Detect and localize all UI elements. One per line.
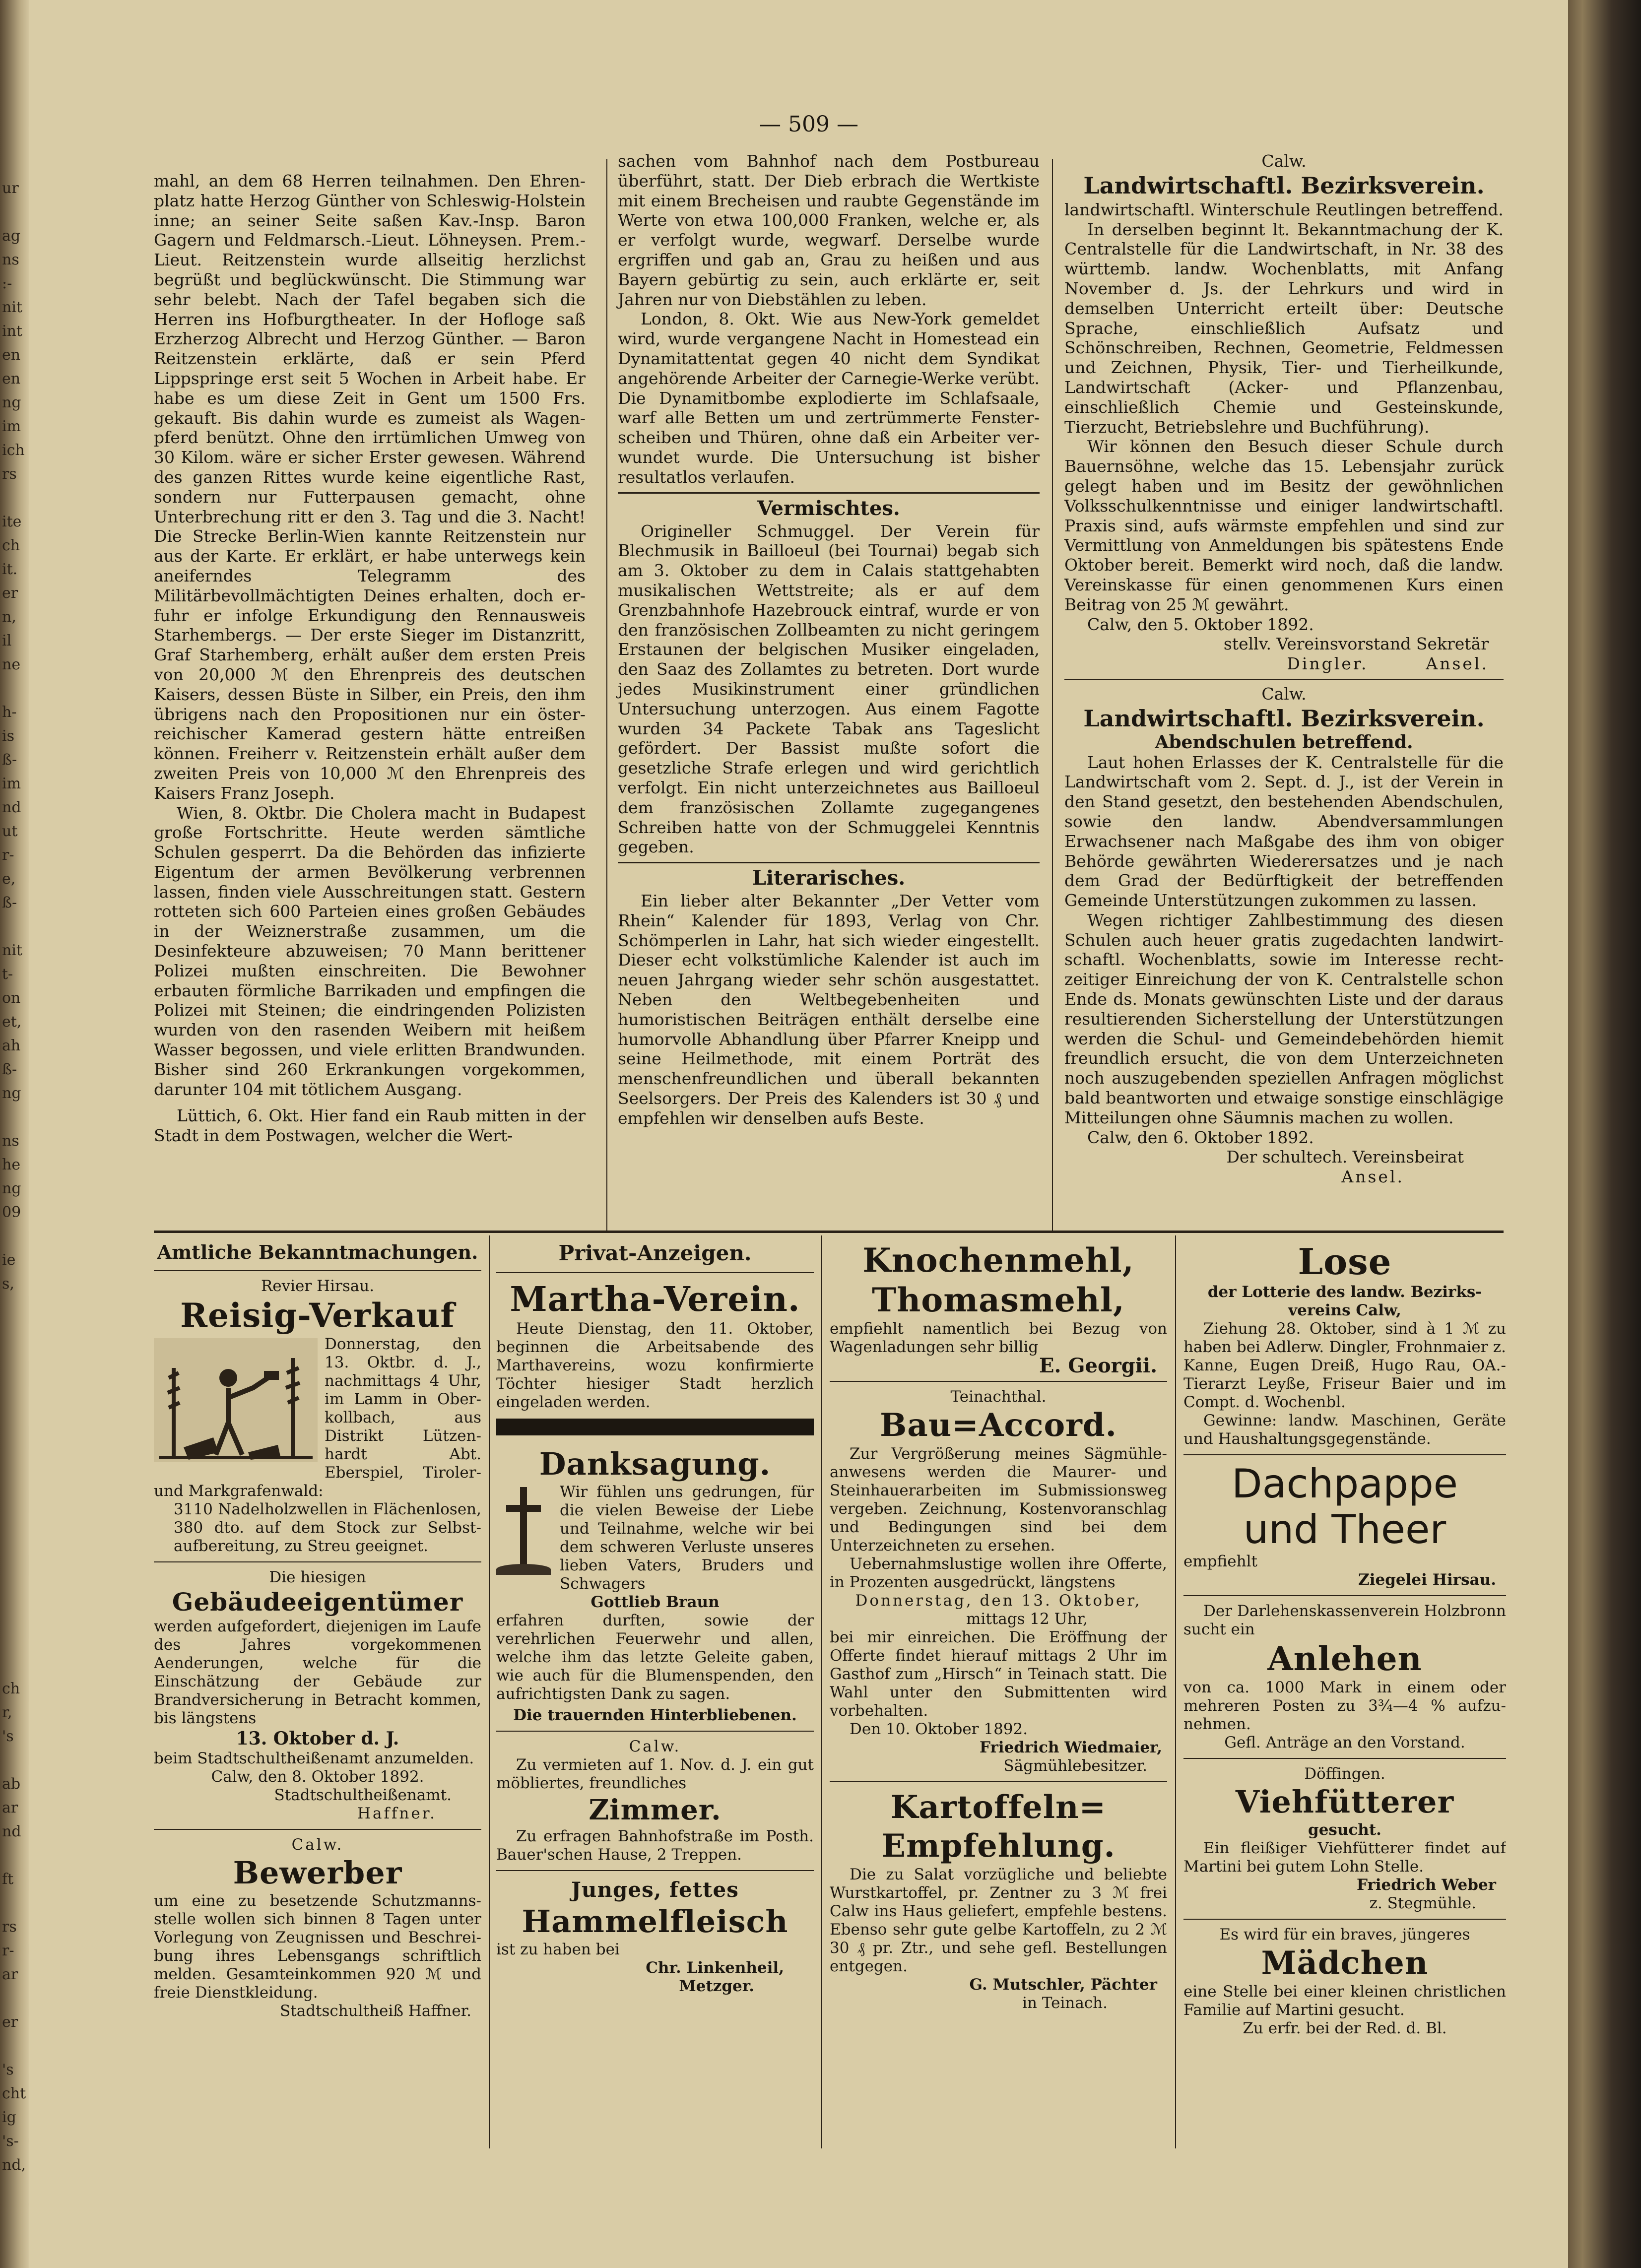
ad-text: um eine zu besetzende Schutzmannsstelle wollen sich binnen 8 Tagen unter Vorlegung von Zeugnissen und Beschreibung ihres Lebensgangs schriftlich melden. Gesamteinkommen 920 ℳ und freie Dienstkleidung. — [154, 1892, 481, 2002]
ad-signature: Friedrich Wiedmaier, — [980, 1739, 1162, 1756]
section-heading-literarisches: Literarisches. — [752, 866, 906, 890]
ad-body — [154, 1335, 481, 1500]
gutter-fragment: ar — [2, 1966, 18, 1983]
gutter-fragment: nit — [2, 942, 22, 959]
ad-signature: Die trauernden Hinterbliebenen. — [513, 1706, 797, 1724]
ad-place: Den 10. Oktober 1892. — [850, 1720, 1028, 1738]
ads-divider — [821, 1235, 822, 2148]
ad-text: eine Stelle bei einer kleinen christlichen Familie auf Martini gesucht. — [1183, 1983, 1506, 2019]
section-heading-vermischtes: Vermischtes. — [757, 496, 900, 520]
ads-column-3 — [830, 1240, 1167, 2148]
rule — [154, 1829, 481, 1830]
rule — [154, 1561, 481, 1562]
ad-signature: G. Mutschler, Pächter — [969, 1976, 1157, 1994]
ad-title-knochenmehl: Knochenmehl, — [862, 1241, 1134, 1280]
notice-heading: Landwirtschaftl. Bezirksverein. — [1083, 172, 1485, 199]
ads-section-heading: Amtliche Bekanntmachungen. — [157, 1241, 478, 1263]
ad-title-bau-accord: Bau=Accord. — [880, 1407, 1117, 1444]
notice-date: Calw, den 5. Oktober 1892. — [1087, 614, 1314, 634]
ad-text: 3110 Nadelholzwellen in Flächenlosen, 380 dto. auf dem Stock zur Selbstaufbereitung, zu Streu geeignet. — [174, 1500, 481, 1555]
gutter-fragment: nd — [2, 799, 21, 816]
ads-column-4 — [1183, 1240, 1506, 2148]
gutter-fragment: ns — [2, 251, 19, 268]
gutter-fragment: he — [2, 1156, 21, 1173]
ad-title-hammel: Junges, fettes — [571, 1878, 739, 1902]
ad-title-reisig: Reisig-Verkauf — [180, 1296, 455, 1335]
gutter-fragment: it. — [2, 561, 18, 578]
ad-text: empfiehlt namentlich bei Bezug von Wagenladungen sehr billig — [830, 1320, 1167, 1356]
rule — [496, 1272, 814, 1273]
gutter-fragment: nd — [2, 1823, 21, 1840]
gutter-fragment: ie — [2, 1251, 16, 1269]
ads-official-column — [154, 1240, 481, 2148]
article-london: London, 8. Okt. Wie aus New-York gemeldet wird, wurde vergangene Nacht in Homestead ein Dynamitattentat gegen 40 nicht dem Syndikat angehörende Arbeiter der Carnegie-Werke verübt. Die Dynamitbombe explodierte im Schlafsaale, warf alle Betten um und zertrümmerte Fensterscheiben und Thüren, ohne daß ein Arbeiter verwundet wurde. Die Untersuchung ist bisher resultatlos verlaufen. — [618, 309, 1040, 487]
notice-text: In derselben beginnt lt. Bekanntmachung der K. Centralstelle für die Landwirtschaft, in Nr. 38 des württemb. landw. Wochenblatts, mit Anfang November d. Js. der Lehrkurs und wird in demselben Unterricht erteilt über: Deutsche Sprache, einschließlich Aufsatz und Schönschreiben, Rechnen, Geometrie, Feldmessen und Zeichnen, Physik, Tier- und Tierheilkunde, Landwirtschaft (Acker- und Pflanzenbau, einschließlich Chemie und Gesteinskunde, Tierzucht, Betriebslehre und Buchführung). — [1064, 219, 1504, 437]
ad-signature: Friedrich Weber — [1356, 1876, 1496, 1894]
ad-text: Zu vermieten auf 1. Nov. d. J. ein gut möbliertes, freundliches — [496, 1756, 814, 1792]
notice-place: Calw. — [1261, 684, 1307, 704]
gutter-fragment: ns — [2, 1132, 19, 1150]
ad-signature: z. Stegmühle. — [1369, 1894, 1476, 1912]
gutter-fragment: ite — [2, 513, 22, 530]
article-luettich-continued: sachen vom Bahnhof nach dem Postbureau überführt, statt. Der Dieb erbrach die Wertkiste mit einem Brecheisen und raubte Gegenstände im Werte von etwa 100,000 Franken, welche er, als er verfolgt wurde, wegwarf. Derselbe wurde ergriffen und gab an, Grau zu heißen und aus Bayern gebürtig zu sein, auch erklärte er, seit Jahren nur von Diebstählen zu leben. — [618, 151, 1040, 309]
gutter-fragment: :- — [2, 275, 12, 292]
column-divider — [1052, 159, 1053, 1231]
notice-signature: stellv. Vereinsvorstand Sekretär — [1223, 634, 1489, 654]
ad-title-danksagung: Danksagung. — [539, 1446, 771, 1482]
gutter-fragment: ß- — [2, 751, 17, 769]
notice-heading: Landwirtschaftl. Bezirksverein. — [1083, 705, 1485, 732]
ad-title-dachpappe: und Theer — [1243, 1506, 1446, 1553]
notice-text: Wegen richtiger Zahlbestimmung des diesen Schulen auch heuer gratis zugedachten landwirtschaftl. Wochenblatts, sowie im Interesse rechtzeitiger Einreichung der von K. Centralstelle schon Ende ds. Monats gewünschten Liste und der daraus resultierenden Sicherstellung der Unterstützungen werden die Schul- und Gemeindebehörden hiemit freundlich ersucht, die von dem Unterzeichneten noch auszugebenden speziellen Anfragen möglichst bald beantworten und etwaige sonstige einschlägige Mitteilungen ohne Säumnis machen zu wollen. — [1064, 910, 1504, 1127]
ads-top-rule — [154, 1231, 1504, 1233]
ad-text: Es wird für ein braves, jüngeres — [1219, 1926, 1470, 1944]
gutter-fragment: im — [2, 418, 21, 435]
gutter-fragment: rs — [2, 465, 17, 483]
notice-subject: Abendschulen betreffend. — [1155, 731, 1413, 753]
ad-title-dachpappe: Dachpappe — [1232, 1461, 1458, 1507]
ads-section-heading: Privat-Anzeigen. — [558, 1241, 752, 1265]
column-1 — [154, 171, 586, 1146]
left-page-gutter — [0, 0, 29, 2268]
gutter-fragment: ut — [2, 823, 18, 840]
ad-text: beim Stadtschultheißenamt anzumelden. — [154, 1750, 474, 1767]
notice-subject: landwirtschaftl. Winterschule Reutlingen betreffend. — [1064, 199, 1504, 219]
ad-text: Zur Vergrößerung meines Sägmühleanwesens werden die Maurer- und Steinhauerarbeiten im Submissionsweg vergeben. Zeichnung, Kostenvoranschlag und Bedingungen sind bei dem Unterzeichneten zu ersehen. — [830, 1445, 1167, 1555]
column-divider — [606, 159, 607, 1231]
ad-text: Uebernahmslustige wollen ihre Offerte, in Prozenten ausgedrückt, längstens — [830, 1555, 1167, 1591]
ad-text: Der Darlehenskassenverein Holzbronn sucht ein — [1183, 1602, 1506, 1638]
gutter-fragment: 's- — [2, 2133, 19, 2150]
notice-signature: Dingler. Ansel. — [1287, 654, 1489, 674]
ad-title-kartoffeln: Kartoffeln= — [890, 1789, 1107, 1826]
ad-signature: Haffner. — [357, 1805, 437, 1822]
article-vetter-vom-rhein: Ein lieber alter Bekannter „Der Vetter vom Rhein“ Kalender für 1893, Verlag von Chr. Schömperlen in Lahr, hat sich wieder eingestellt. Dieser echt volkstümliche Kalender ist auch im neuen Jahrgang wieder sehr schön ausgestattet. Neben den Weltbegebenheiten und humoristischen Beiträgen enthält derselbe eine humorvolle Abhandlung über Pfarrer Kneipp und seine Heilmethode, mit einem Porträt des menschenfreundlichen und überall bekannten Seelsorgers. Der Preis des Kalenders ist 30 ₰ und empfehlen wir denselben aufs Beste. — [618, 891, 1040, 1128]
ad-text: Gewinne: landw. Maschinen, Geräte und Haushaltungsgegenstände. — [1183, 1412, 1506, 1448]
ad-text: Donnerstag, den 13. Oktbr. d. J., nachmittags 4 Uhr, im Lamm in Oberkollbach, aus Distrikt Lützenhardt Abt. Eberspiel, Tiroler- und Markgrafenwald: — [154, 1335, 481, 1500]
section-rule — [618, 492, 1040, 494]
ad-title-lose: Lose — [1298, 1240, 1392, 1283]
ad-place: Revier Hirsau. — [261, 1277, 375, 1295]
ad-subtitle: der Lotterie des landw. Bezirksvereins Calw, — [1207, 1283, 1482, 1319]
ad-date: 13. Oktober d. J. — [236, 1728, 399, 1749]
gutter-fragment: ft — [2, 1871, 14, 1888]
gutter-fragment: ig — [2, 2109, 16, 2126]
gutter-fragment: ich — [2, 442, 25, 459]
gutter-fragment: im — [2, 775, 21, 792]
gutter-fragment: ah — [2, 1037, 21, 1054]
gutter-fragment: nit — [2, 299, 22, 316]
gutter-fragment: ng — [2, 1180, 21, 1197]
ad-text: erfahren durften, sowie der verehrlichen Feuerwehr und allen, welche ihm das letzte Geleite gaben, wie auch für die Blumenspenden, den aufrichtigsten Dank zu sagen. — [496, 1612, 814, 1703]
ad-date: Donnerstag, den 13. Oktober, — [855, 1592, 1142, 1610]
ad-text: Zu erfragen Bahnhofstraße im Posth. Bauer'schen Hause, 2 Treppen. — [496, 1827, 814, 1864]
article-luettich: Lüttich, 6. Okt. Hier fand ein Raub mitten in der Stadt in dem Postwagen, welcher die Wert- — [154, 1106, 586, 1146]
ad-text: Ziehung 28. Oktober, sind à 1 ℳ zu haben bei Adlerw. Dingler, Frohnmaier z. Kanne, Eugen Dreiß, Hugo Rau, OA.-Tierarzt Leyße, Friseur Baier und im Compt. d. Wochenbl. — [1183, 1320, 1506, 1411]
gutter-fragment: n, — [2, 608, 16, 626]
gutter-fragment: ne — [2, 656, 21, 673]
rule — [1183, 1919, 1506, 1920]
gutter-fragment: t- — [2, 966, 13, 983]
gutter-fragment: er — [2, 584, 18, 602]
gutter-fragment: int — [2, 323, 22, 340]
ad-title-anlehen: Anlehen — [1267, 1639, 1422, 1678]
gutter-fragment: h- — [2, 704, 17, 721]
gutter-fragment: 's — [2, 1728, 14, 1745]
ads-divider — [1175, 1235, 1176, 2148]
ads-divider — [489, 1235, 490, 2148]
gutter-fragment: is — [2, 727, 14, 745]
ad-title-viehfuetterer: Viehfütterer — [1235, 1784, 1454, 1820]
section-rule — [1064, 679, 1504, 680]
gutter-fragment: ch — [2, 1680, 20, 1697]
ad-signature: Chr. Linkenheil, — [646, 1959, 784, 1977]
column-2 — [618, 151, 1040, 1128]
woodcutter-illustration — [154, 1338, 318, 1462]
book-edge — [1568, 0, 1641, 2268]
grave-cross-icon — [496, 1487, 551, 1576]
ad-signature: E. Georgii. — [1039, 1354, 1157, 1377]
ads-private-column — [496, 1240, 814, 2148]
ad-signature: Metzger. — [679, 1977, 754, 1995]
ad-title-maedchen: Mädchen — [1261, 1944, 1429, 1982]
gutter-fragment: ar — [2, 1799, 18, 1816]
ad-pretitle: Die hiesigen — [269, 1568, 366, 1586]
ad-text: werden aufgefordert, diejenigen im Laufe des Jahres vorgekommenen Aenderungen, welche für die Einschätzung der Gebäude zur Brandversicherung in Betracht kommen, bis längstens — [154, 1618, 481, 1727]
gutter-fragment: cht — [2, 2085, 26, 2102]
gutter-fragment: ß- — [2, 894, 17, 911]
ad-place: Calw, den 8. Oktober 1892. — [211, 1768, 424, 1786]
ad-signature: in Teinach. — [1022, 1994, 1108, 2012]
gutter-fragment: ag — [2, 227, 21, 245]
article-distanzritt: mahl, an dem 68 Herren teilnahmen. Den Ehrenplatz hatte Herzog Günther von Schleswig-Holstein inne; an seiner Seite saßen Kav.-Insp. Baron Gagern und Feldmarsch.-Lieut. Löhneysen. Prem.-Lieut. Reitzenstein wurde allseitig herzlichst begrüßt und beglückwünscht. Die Stimmung war sehr belebt. Nach der Tafel begaben sich die Herren ins Hofburgtheater. In der Hofloge saß Erzherzog Albrecht und Herzog Günther. — Baron Reitzenstein erklärte, daß er sein Pferd Lippspringe erst seit 5 Wochen in Arbeit habe. Er habe es um diese Zeit in Gent um 1500 Frs. gekauft. Bis dahin wurde es zumeist als Wagenpferd benützt. Ohne den irrtümlichen Umweg von 30 Kilom. wäre er sicher Erster gewesen. Während des ganzen Rittes wurde keine eigentliche Rast, sondern nur Futterpausen gemacht, ohne Unterbrechung ritt er den 3. Tag und die 3. Nacht! Die Strecke Berlin-Wien kannte Reitzenstein nur aus der Karte. Er erklärt, er habe unterwegs kein aneiferndes Telegramm des Militärbevollmächtigten Deines erhalten, doch erfuhr er infolge Erkundigung den Rennausweis Starhembergs. — Der erste Sieger im Distanzritt, Graf Starhemberg, erhält außer dem ersten Preis von 20,000 ℳ den Ehrenpreis des deutschen Kaisers, dessen Büste in Silber, ein Preis, den ihm übrigens nach den Propositionen nur ein österreichischer Kamerad gestern hätte entreißen können. Freiherr v. Reitzenstein erhält außer dem zweiten Preis von 10,000 ℳ den Ehrenpreis des Kaisers Franz Joseph. — [154, 171, 586, 803]
gutter-fragment: en — [2, 370, 21, 388]
rule — [830, 1381, 1167, 1382]
ad-place: Calw. — [629, 1738, 681, 1755]
ad-signature: Stadtschultheiß Haffner. — [280, 2002, 471, 2020]
notice-signature: Ansel. — [1341, 1167, 1404, 1187]
rule — [1183, 1454, 1506, 1455]
ad-text: bei mir einreichen. Die Eröffnung der Offerte findet hierauf mittags 2 Uhr im Gasthof zum „Hirsch“ in Teinach statt. Die Wahl unter den Submittenten wird vorbehalten. — [830, 1628, 1167, 1720]
gutter-fragment: r- — [2, 846, 14, 864]
gutter-fragment: 's — [2, 2061, 14, 2078]
notice-place: Calw. — [1261, 151, 1307, 171]
ad-text: Gefl. Anträge an den Vorstand. — [1224, 1734, 1465, 1751]
ad-signature: Stadtschultheißenamt. — [274, 1786, 452, 1804]
ad-title-kartoffeln: Empfehlung. — [881, 1827, 1116, 1865]
gutter-fragment: et, — [2, 1013, 22, 1031]
rule — [1183, 1595, 1506, 1596]
notice-date: Calw, den 6. Oktober 1892. — [1087, 1127, 1314, 1147]
article-wien-cholera: Wien, 8. Oktbr. Die Cholera macht in Budapest große Fortschritte. Heute werden sämtliche Schulen gesperrt. Da die Behörden das infizierte Eigentum der armen Bevölkerung verbrennen lassen, finden viele Ausschreitungen statt. Gestern rotteten sich 600 Parteien eines großen Gebäudes in der Weiznerstraße zusammen, um die Desinfekteure abzuweisen; 70 Mann berittener Polizei mußten einschreiten. Die Bewohner erbauten förmliche Barrikaden und empfingen die Polizei mit Steinen; die eindringenden Polizisten wurden von den rasenden Weibern mit heißem Wasser begossen, und viele erlitten Brandwunden. Bisher sind 260 Erkrankungen vorgekommen, darunter 104 mit tötlichem Ausgang. — [154, 803, 586, 1099]
ad-text: Heute Dienstag, den 11. Oktober, beginnen die Arbeitsabende des Marthavereins, wozu konfirmierte Töchter hiesiger Stadt herzlich eingeladen werden. — [496, 1320, 814, 1411]
ad-text: Die zu Salat vorzügliche und beliebte Wurstkartoffel, pr. Zentner zu 3 ℳ frei Calw ins Haus geliefert, empfehle bestens. Ebenso sehr gute gelbe Kartoffeln, zu 2 ℳ 30 ₰ pr. Ztr., und sehe gefl. Bestellungen entgegen. — [830, 1866, 1167, 1975]
section-rule — [618, 862, 1040, 863]
gutter-fragment: r- — [2, 1942, 14, 1959]
page-number: — 509 — — [759, 112, 858, 137]
rule — [496, 1731, 814, 1732]
rule — [1183, 1758, 1506, 1759]
ad-title-zimmer: Zimmer. — [589, 1794, 722, 1826]
ad-text: von ca. 1000 Mark in einem oder mehreren Posten zu 3¾—4 % aufzunehmen. — [1183, 1679, 1506, 1733]
gutter-fragment: rs — [2, 1918, 17, 1936]
notice-text: Laut hohen Erlasses der K. Centralstelle für die Landwirtschaft vom 2. Sept. d. J., ist der Verein in den Stand gesetzt, den bestehenden Abendschulen, sowie den landw. Abendversammlungen Erwachsener nach Maßgabe des ihm von obiger Behörde gewährten Wiederersatzes und je nach dem Grad der Bedürftigkeit der betreffenden Gemeinde Unterstützungen zukommen zu lassen. — [1064, 752, 1504, 910]
gutter-fragment: ng — [2, 1085, 21, 1102]
ad-title-martha: Martha-Verein. — [510, 1280, 800, 1319]
notice-text: Wir können den Besuch dieser Schule durch Bauernsöhne, welche das 15. Lebensjahr zurück gelegt haben und im Besitz der gewöhnlichen Volksschulkenntnisse und einiger landwirtschaftl. Praxis sind, aufs wärmste empfehlen und sind zur Vermittlung von Anmeldungen bis spätestens Ende Oktober bereit. Bemerkt wird noch, daß die landw. Vereinskasse für einen genommenen Kurs einen Beitrag von 25 ℳ gewährt. — [1064, 437, 1504, 614]
column-3 — [1064, 151, 1504, 1187]
ad-text: Zu erfr. bei der Red. d. Bl. — [1243, 2019, 1447, 2037]
gutter-fragment: 09 — [2, 1204, 21, 1221]
article-schmuggel: Origineller Schmuggel. Der Verein für Blechmusik in Bailloeul (bei Tournai) begab sich am 3. Oktober zu dem in Calais stattgehabten musikalischen Wettstreite; als er auf dem Grenzbahnhofe Hazebrouck eintraf, wurde er von den französischen Zollbeamten zu nicht geringem Erstaunen der belgischen Musiker eingeladen, den Saaz des Zollamtes zu betreten. Dort wurde jedes Musikinstrument einer gründlichen Untersuchung unterzogen. Aus einem Fagotte wurden 34 Packete Tabak ans Tageslicht gefördert. Der Bassist mußte sofort die gesetzliche Strafe erlegen und wird gerichtlich verfolgt. Ein nicht unterzeichnetes aus Bailloeul dem französischen Zollamte zugegangenes Schreiben hatte von der Schmuggelei Kenntnis gegeben. — [618, 521, 1040, 857]
gutter-fragment: e, — [2, 870, 16, 888]
ad-title-gebaeude: Gebäudeeigentümer — [172, 1587, 463, 1617]
gutter-fragment: s, — [2, 1275, 14, 1293]
ad-title-bewerber: Bewerber — [233, 1855, 402, 1891]
ad-subtitle: gesucht. — [1308, 1821, 1381, 1839]
rule — [830, 1781, 1167, 1782]
ad-text: ist zu haben bei — [496, 1941, 620, 1958]
gutter-fragment: ab — [2, 1775, 21, 1793]
ad-signature: Sägmühlebesitzer. — [1003, 1757, 1147, 1775]
gutter-fragment: ng — [2, 394, 21, 411]
gutter-fragment: en — [2, 346, 21, 364]
gutter-fragment: ch — [2, 537, 20, 554]
gutter-fragment: ß- — [2, 1061, 17, 1078]
ad-title-hammel: Hammelfleisch — [522, 1903, 788, 1940]
ad-text: Wir fühlen uns gedrungen, für die vielen Beweise der Liebe und Teilnahme, welche wir bei dem schweren Verluste unseres lieben Vaters, Bruders und Schwagers — [560, 1483, 814, 1593]
gutter-fragment: on — [2, 989, 21, 1007]
ad-signature: Ziegelei Hirsau. — [1358, 1571, 1496, 1589]
gutter-fragment: r, — [2, 1704, 12, 1721]
gutter-fragment: ur — [2, 180, 19, 197]
notice-signature: Der schultech. Vereinsbeirat — [1226, 1147, 1464, 1167]
ad-text: empfiehlt — [1183, 1553, 1257, 1570]
ad-place: Döffingen. — [1304, 1765, 1385, 1783]
gutter-fragment: nd, — [2, 2156, 26, 2174]
rule — [496, 1870, 814, 1871]
ad-text: Ein fleißiger Viehfütterer findet auf Martini bei gutem Lohn Stelle. — [1183, 1839, 1506, 1876]
ad-name: Gottlieb Braun — [591, 1593, 720, 1611]
rule — [154, 1270, 481, 1271]
ad-place: Teinachthal. — [950, 1388, 1047, 1406]
gutter-fragment: il — [2, 632, 12, 649]
ad-body — [496, 1483, 814, 1593]
mourning-bar — [496, 1419, 814, 1435]
ad-title-thomasmehl: Thomasmehl, — [872, 1281, 1125, 1319]
ad-place: Calw. — [291, 1836, 344, 1854]
ad-date: mittags 12 Uhr, — [966, 1610, 1088, 1628]
gutter-fragment: er — [2, 2013, 18, 2031]
